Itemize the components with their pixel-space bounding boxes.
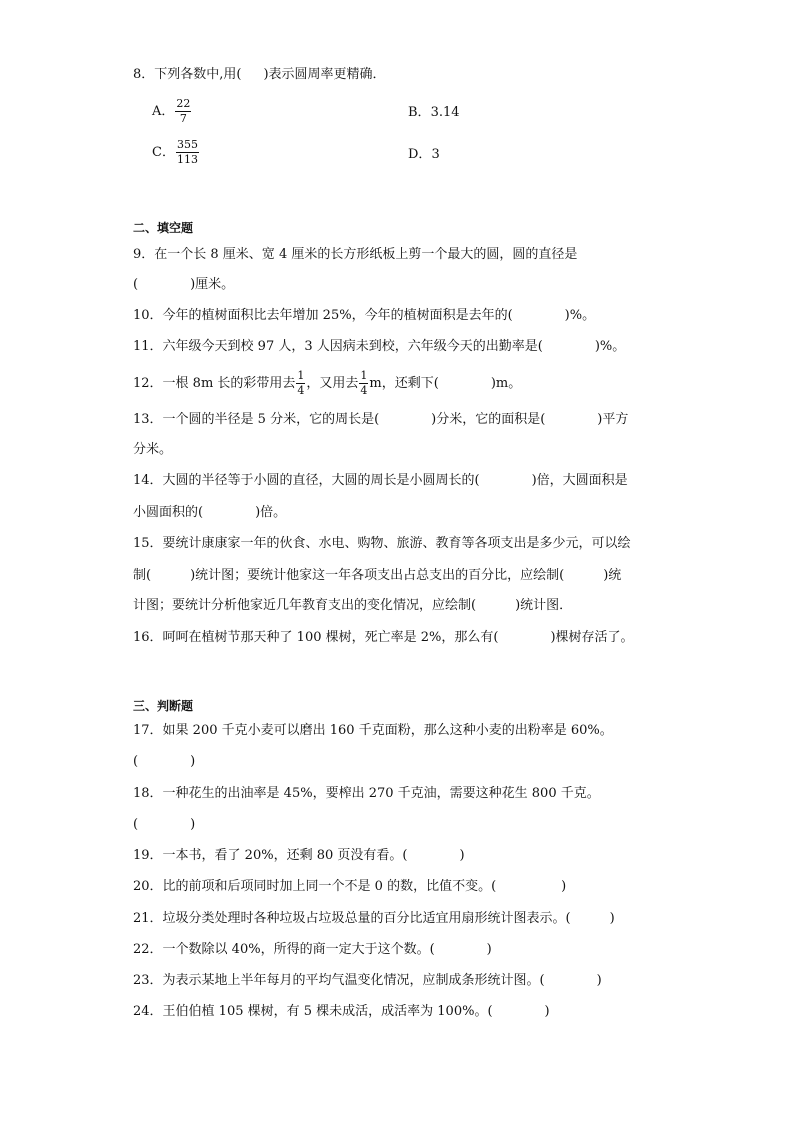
option-c-fraction: [176, 139, 199, 166]
fraction-numerator: 1: [360, 369, 368, 382]
option-a[interactable]: [152, 98, 192, 125]
q12-fraction-2: [359, 370, 368, 397]
q12-text-middle: ，又用去: [306, 376, 359, 391]
section-3-heading: 三、判断题: [133, 699, 194, 713]
question-9-line-1: 9．在一个长 8 厘米、宽 4 厘米的长方形纸板上剪一个最大的圆，圆的直径是: [133, 247, 578, 262]
fraction-denominator: 7: [179, 112, 187, 125]
q8-text-prefix: 8．下列各数中,用(: [133, 67, 242, 82]
question-17-answer[interactable]: ( ): [133, 754, 196, 769]
fraction-denominator: 113: [176, 153, 198, 166]
fraction-numerator: 22: [176, 97, 191, 110]
option-b-value: 3.14: [430, 105, 460, 120]
question-9-line-2: ( )厘米。: [133, 277, 235, 292]
fraction-denominator: 4: [297, 384, 305, 397]
option-c-label: C．: [152, 145, 175, 160]
option-c[interactable]: [152, 139, 200, 166]
question-15-line-1: 15．要统计康康家一年的伙食、水电、购物、旅游、教育等各项支出是多少元，可以绘: [133, 536, 631, 551]
question-18-line-1: 18．一种花生的出油率是 45%，要榨出 270 千克油，需要这种花生 800 千克。: [133, 786, 600, 801]
q8-text-suffix: )表示圆周率更精确．: [263, 67, 386, 82]
question-8: [133, 66, 386, 84]
option-b-label: B．: [408, 105, 431, 120]
question-10: 10．今年的植树面积比去年增加 25%，今年的植树面积是去年的( )%。: [133, 308, 596, 323]
question-21: 21．垃圾分类处理时各种垃圾占垃圾总量的百分比适宜用扇形统计图表示。( ): [133, 911, 615, 926]
fraction-numerator: 355: [176, 138, 198, 151]
question-13-line-2: 分米。: [133, 442, 173, 457]
fraction-numerator: 1: [297, 369, 305, 382]
option-d-value: 3: [431, 147, 440, 162]
question-18-answer[interactable]: ( ): [133, 817, 196, 832]
question-17-line-1: 17．如果 200 千克小麦可以磨出 160 千克面粉，那么这种小麦的出粉率是 60%。: [133, 723, 613, 738]
question-19: 19．一本书，看了 20%，还剩 80 页没有看。( ): [133, 848, 465, 863]
question-23: 23．为表示某地上半年每月的平均气温变化情况，应制成条形统计图。( ): [133, 973, 602, 988]
option-d-label: D．: [408, 147, 432, 162]
question-20: 20．比的前项和后项同时加上同一个不是 0 的数，比值不变。( ): [133, 879, 567, 894]
question-14-line-2: 小圆面积的( )倍。: [133, 505, 287, 520]
option-d[interactable]: [408, 146, 440, 164]
fraction-denominator: 4: [360, 384, 368, 397]
option-b[interactable]: [408, 104, 460, 122]
question-16: 16．呵呵在植树节那天种了 100 棵树，死亡率是 2%，那么有( )棵树存活了。: [133, 630, 634, 645]
option-a-label: A．: [152, 104, 175, 119]
option-a-fraction: [175, 98, 191, 125]
question-13-line-1: 13．一个圆的半径是 5 分米，它的周长是( )分米，它的面积是( )平方: [133, 412, 629, 427]
question-15-line-2: 制( )统计图；要统计他家这一年各项支出占总支出的百分比，应绘制( )统: [133, 568, 622, 583]
q12-text-prefix: 12．一根 8m 长的彩带用去: [133, 376, 296, 391]
question-24: 24．王伯伯植 105 棵树，有 5 棵未成活，成活率为 100%。( ): [133, 1004, 550, 1019]
question-14-line-1: 14．大圆的半径等于小圆的直径，大圆的周长是小圆周长的( )倍，大圆面积是: [133, 473, 628, 488]
q12-text-suffix: m，还剩下( )m。: [369, 376, 522, 391]
q12-fraction-1: [296, 370, 305, 397]
question-22: 22．一个数除以 40%，所得的商一定大于这个数。( ): [133, 942, 492, 957]
question-11: 11．六年级今天到校 97 人，3 人因病未到校，六年级今天的出勤率是( )%。: [133, 339, 626, 354]
question-12: [133, 370, 521, 397]
question-15-line-3: 计图；要统计分析他家近几年教育支出的变化情况，应绘制( )统计图．: [133, 598, 573, 613]
section-2-heading: 二、填空题: [133, 221, 194, 235]
